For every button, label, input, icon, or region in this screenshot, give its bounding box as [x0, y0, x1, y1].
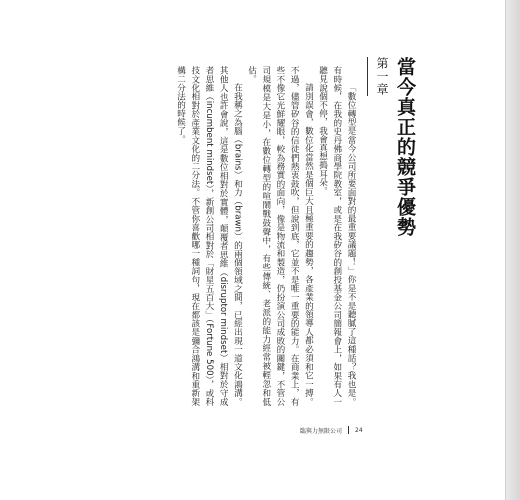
body-text	[148, 66, 358, 406]
chapter-title: 當今真正的競爭優勢	[394, 57, 416, 237]
paragraph: 請別誤會，數位化當然是個巨大且極重要的趨勢，各產業的領導人都必須和它一搏。不過，儘管矽谷的信徒們熱衷鼓吹，但說到底，它並不是唯一重要的能力。在商業上，有些不像它光鮮耀眼，較為務實的面向，像是物流和製造，仍扮演公司成敗的關鍵，不管公司規模是大是小，在數位轉型的喧鬧戰鼓聲中，有些傳統、老派的能力經常被輕忽和低估。	[246, 66, 314, 406]
paragraph: 在我稱之為腦（brains）和力（brawn）的兩個領域之間，已經出現一道文化鴻溝。其他人也許會說，這是數位相對於實體，顛覆者思維（disruptor mindset）相對於守成者思維（incumbent mindset），新創公司相對於「財星五百大」（Fortune 500），或科技文化相對於產業文化的二分法。不管你喜歡哪一種詞句，現在都該是彌合鴻溝和重新架構二分法的時候了。	[175, 66, 243, 406]
chapter-label: 第一章	[367, 57, 394, 96]
page-gutter	[506, 0, 520, 500]
paragraph: 「數位轉型是當今公司所要面對的最重要議題！」你是不是聽膩了這種話？我也是。有時候，在我的史丹佛商學院教室，或是在我矽谷的創投基金公司簡報會上，如果有人一聽見說個不停，我會真想搗耳朵。	[317, 66, 356, 406]
footer-divider	[348, 426, 349, 434]
running-head: 臨與力無限公司	[300, 427, 343, 435]
page-number: 24	[355, 426, 363, 434]
page-footer	[300, 424, 363, 436]
